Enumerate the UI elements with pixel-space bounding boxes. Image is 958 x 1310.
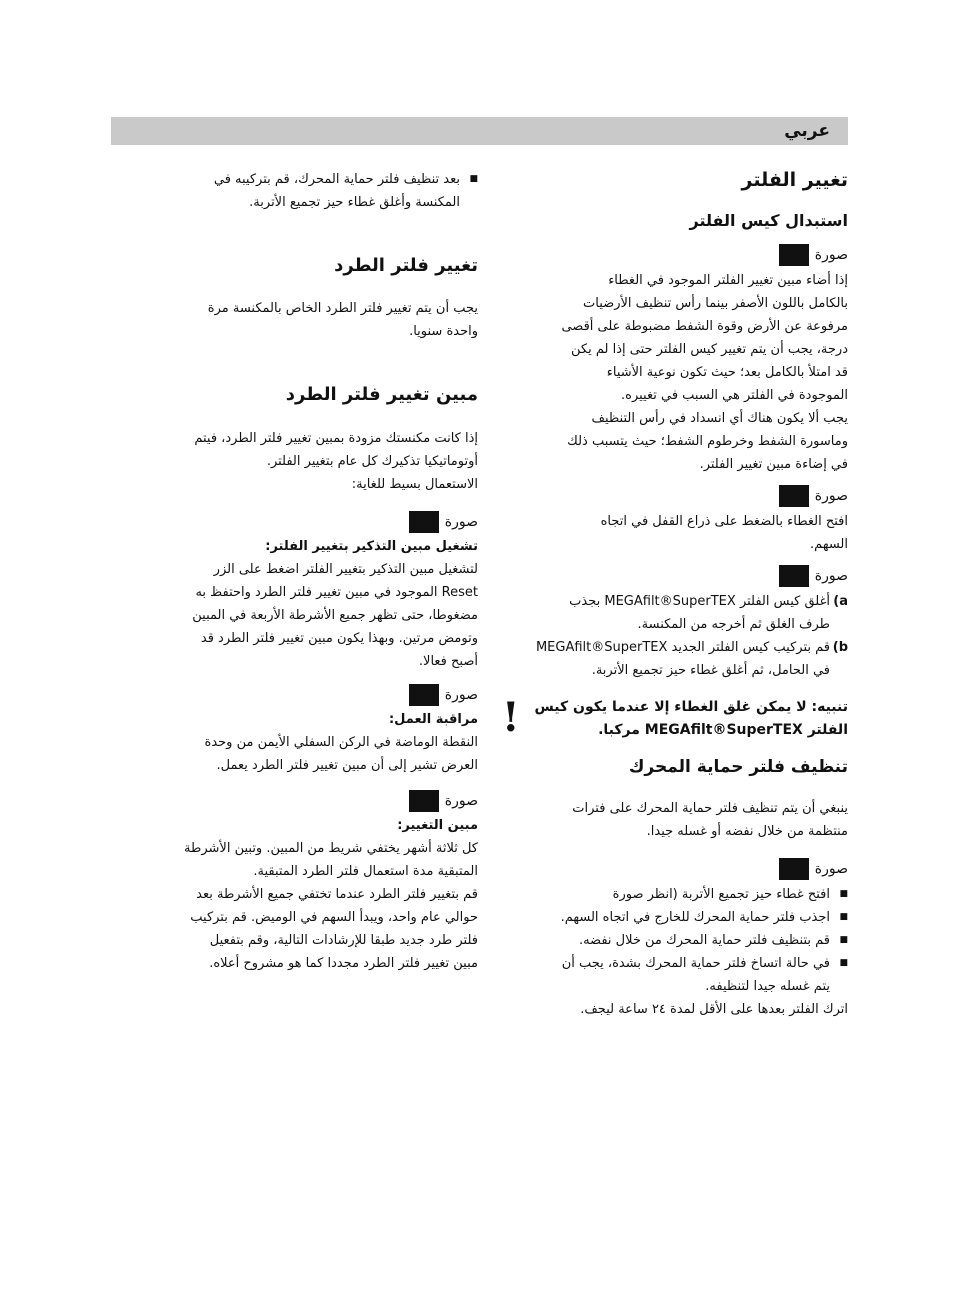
paragraph-open-cover: افتح الغطاء بالضغط على ذراع القفل في اتجاه السهم.	[600, 514, 848, 553]
paragraph-change-indicator: كل ثلاثة أشهر يختفي شريط من المبين. وتبين الأشرطة المتبقية مدة استعمال فلتر الطرد المتبقية. قم بتغيير فلتر الطرد عندما تختفي جميع الأشرطة بعد حوالي عام واحد، ويبدأ السهم في الوميض. قم بتركيب فلتر طرد جديد طبقا للإرشادات التالية، وقم بتفعيل مبين تغيير فلتر الطرد مجددا كما هو مشروح أعلاه.	[184, 840, 478, 971]
figure-label: صورة	[814, 247, 848, 264]
figure-label: صورة	[444, 513, 478, 530]
figure-ref	[510, 564, 848, 588]
figure-label: صورة	[814, 860, 848, 877]
figure-number-box	[779, 485, 809, 507]
paragraph-motor-filter: ينبغي أن يتم تنظيف فلتر حماية المحرك على فترات منتظمة من خلال نفضه أو غسله جيدا.	[572, 800, 848, 839]
list-item-continuation: يتم غسله جيدا لتنظيفه.	[705, 978, 830, 994]
figure-ref	[138, 789, 478, 813]
heading-replace-bag: استبدال كيس الفلتر	[689, 210, 848, 230]
list-item: ■ افتح غطاء حيز تجميع الأتربة (انظر صورة	[510, 883, 848, 906]
figure-number-box	[409, 511, 439, 533]
motor-filter-steps	[510, 883, 848, 1021]
list-item: ■ قم بتنظيف فلتر حماية المحرك من خلال نفضه.	[510, 929, 848, 952]
figure-number-box	[409, 684, 439, 706]
step-a: a) أغلق كيس الفلتر MEGAfilt®SuperTEX بجذب طرف الغلق ثم أخرجه من المكنسة.	[510, 590, 848, 636]
language-header-bar	[111, 117, 848, 145]
figure-ref	[510, 484, 848, 508]
figure-number-box	[779, 565, 809, 587]
list-item: ■ بعد تنظيف فلتر حماية المحرك، قم بتركيبه في المكنسة وأغلق غطاء حيز تجميع الأتربة.	[138, 168, 478, 214]
heading-exhaust-indicator: مبين تغيير فلتر الطرد	[285, 384, 478, 406]
heading-motor-filter: تنظيف فلتر حماية المحرك	[628, 757, 848, 778]
warning-icon: !	[502, 694, 520, 742]
figure-number-box	[409, 790, 439, 812]
subheading-activate-reminder: تشغيل مبين التذكير بتغيير الفلتر:	[265, 538, 478, 554]
heading-exhaust-filter: تغيير فلتر الطرد	[334, 255, 478, 276]
figure-label: صورة	[814, 568, 848, 585]
paragraph-exhaust-indicator: إذا كانت مكنستك مزودة بمبين تغيير فلتر الطرد، فيتم أوتوماتيكيا تذكيرك كل عام بتغيير الفلتر. الاستعمال بسيط للغاية:	[194, 430, 478, 492]
right-column	[502, 168, 848, 1021]
step-b-label: b)	[832, 640, 848, 656]
figure-number-box	[779, 858, 809, 880]
figure-ref	[138, 683, 478, 707]
subheading-monitor: مراقبة العمل:	[388, 711, 478, 727]
paragraph-monitor: النقطة الوماضة في الركن السفلي الأيمن من وحدة العرض تشير إلى أن مبين تغيير فلتر الطرد يعمل.	[204, 734, 478, 773]
step-a-label: a)	[833, 594, 848, 610]
figure-label: صورة	[444, 792, 478, 809]
left-column	[138, 168, 478, 975]
list-item: ■ اجذب فلتر حماية المحرك للخارج في اتجاه السهم.	[510, 906, 848, 929]
paragraph-exhaust-filter: يجب أن يتم تغيير فلتر الطرد الخاص بالمكنسة مرة واحدة سنويا.	[207, 301, 478, 340]
intro-bullet-list	[138, 168, 478, 214]
subheading-change-indicator: مبين التغيير:	[397, 817, 478, 833]
language-label: عربي	[784, 121, 830, 141]
list-item: ■ في حالة اتساخ فلتر حماية المحرك بشدة، يجب أن	[510, 952, 848, 975]
list-item-final: اترك الفلتر بعدها على الأقل لمدة ٢٤ ساعة ليجف.	[580, 1001, 848, 1017]
warning-note: ! تنبيه: لا يمكن غلق الغطاء إلا عندما يكون كيس الفلتر MEGAfilt®SuperTEX مركبا.	[502, 694, 848, 742]
figure-ref	[138, 510, 478, 534]
figure-ref	[510, 857, 848, 881]
paragraph-activate-reminder: لتشغيل مبين التذكير بتغيير الفلتر اضغط على الزر Reset الموجود في مبين تغيير فلتر الطرد واحتفظ به مضغوطا، حتى تظهر جميع الأشرطة الأربعة في المبين وتومض مرتين. وبهذا يكون مبين تغيير فلتر الطرد قد أصبح فعالا.	[192, 561, 478, 669]
figure-label: صورة	[814, 488, 848, 505]
figure-label: صورة	[444, 686, 478, 703]
section-title-filter-change: تغيير الفلتر	[741, 169, 848, 191]
figure-ref	[510, 243, 848, 267]
step-b: b) قم بتركيب كيس الفلتر الجديد MEGAfilt®SuperTEX في الحامل، ثم أغلق غطاء حيز تجميع الأتربة.	[510, 636, 848, 682]
paragraph-bag-replace: إذا أضاء مبين تغيير الفلتر الموجود في الغطاء بالكامل باللون الأصفر بينما رأس تنظيف الأرضيات مرفوعة عن الأرض وقوة الشفط مضبوطة على أقصى درجة، يجب أن يتم تغيير كيس الفلتر حتى إذا لم يكن قد امتلأ بالكامل بعد؛ حيث تكون نوعية الأشياء الموجودة في الفلتر هي السبب في تغييره. يجب ألا يكون هناك أي انسداد في رأس التنظيف وماسورة الشفط وخرطوم الشفط؛ حيث يتسبب ذلك في إضاءة مبين تغيير الفلتر.	[561, 273, 848, 473]
figure-number-box	[779, 244, 809, 266]
